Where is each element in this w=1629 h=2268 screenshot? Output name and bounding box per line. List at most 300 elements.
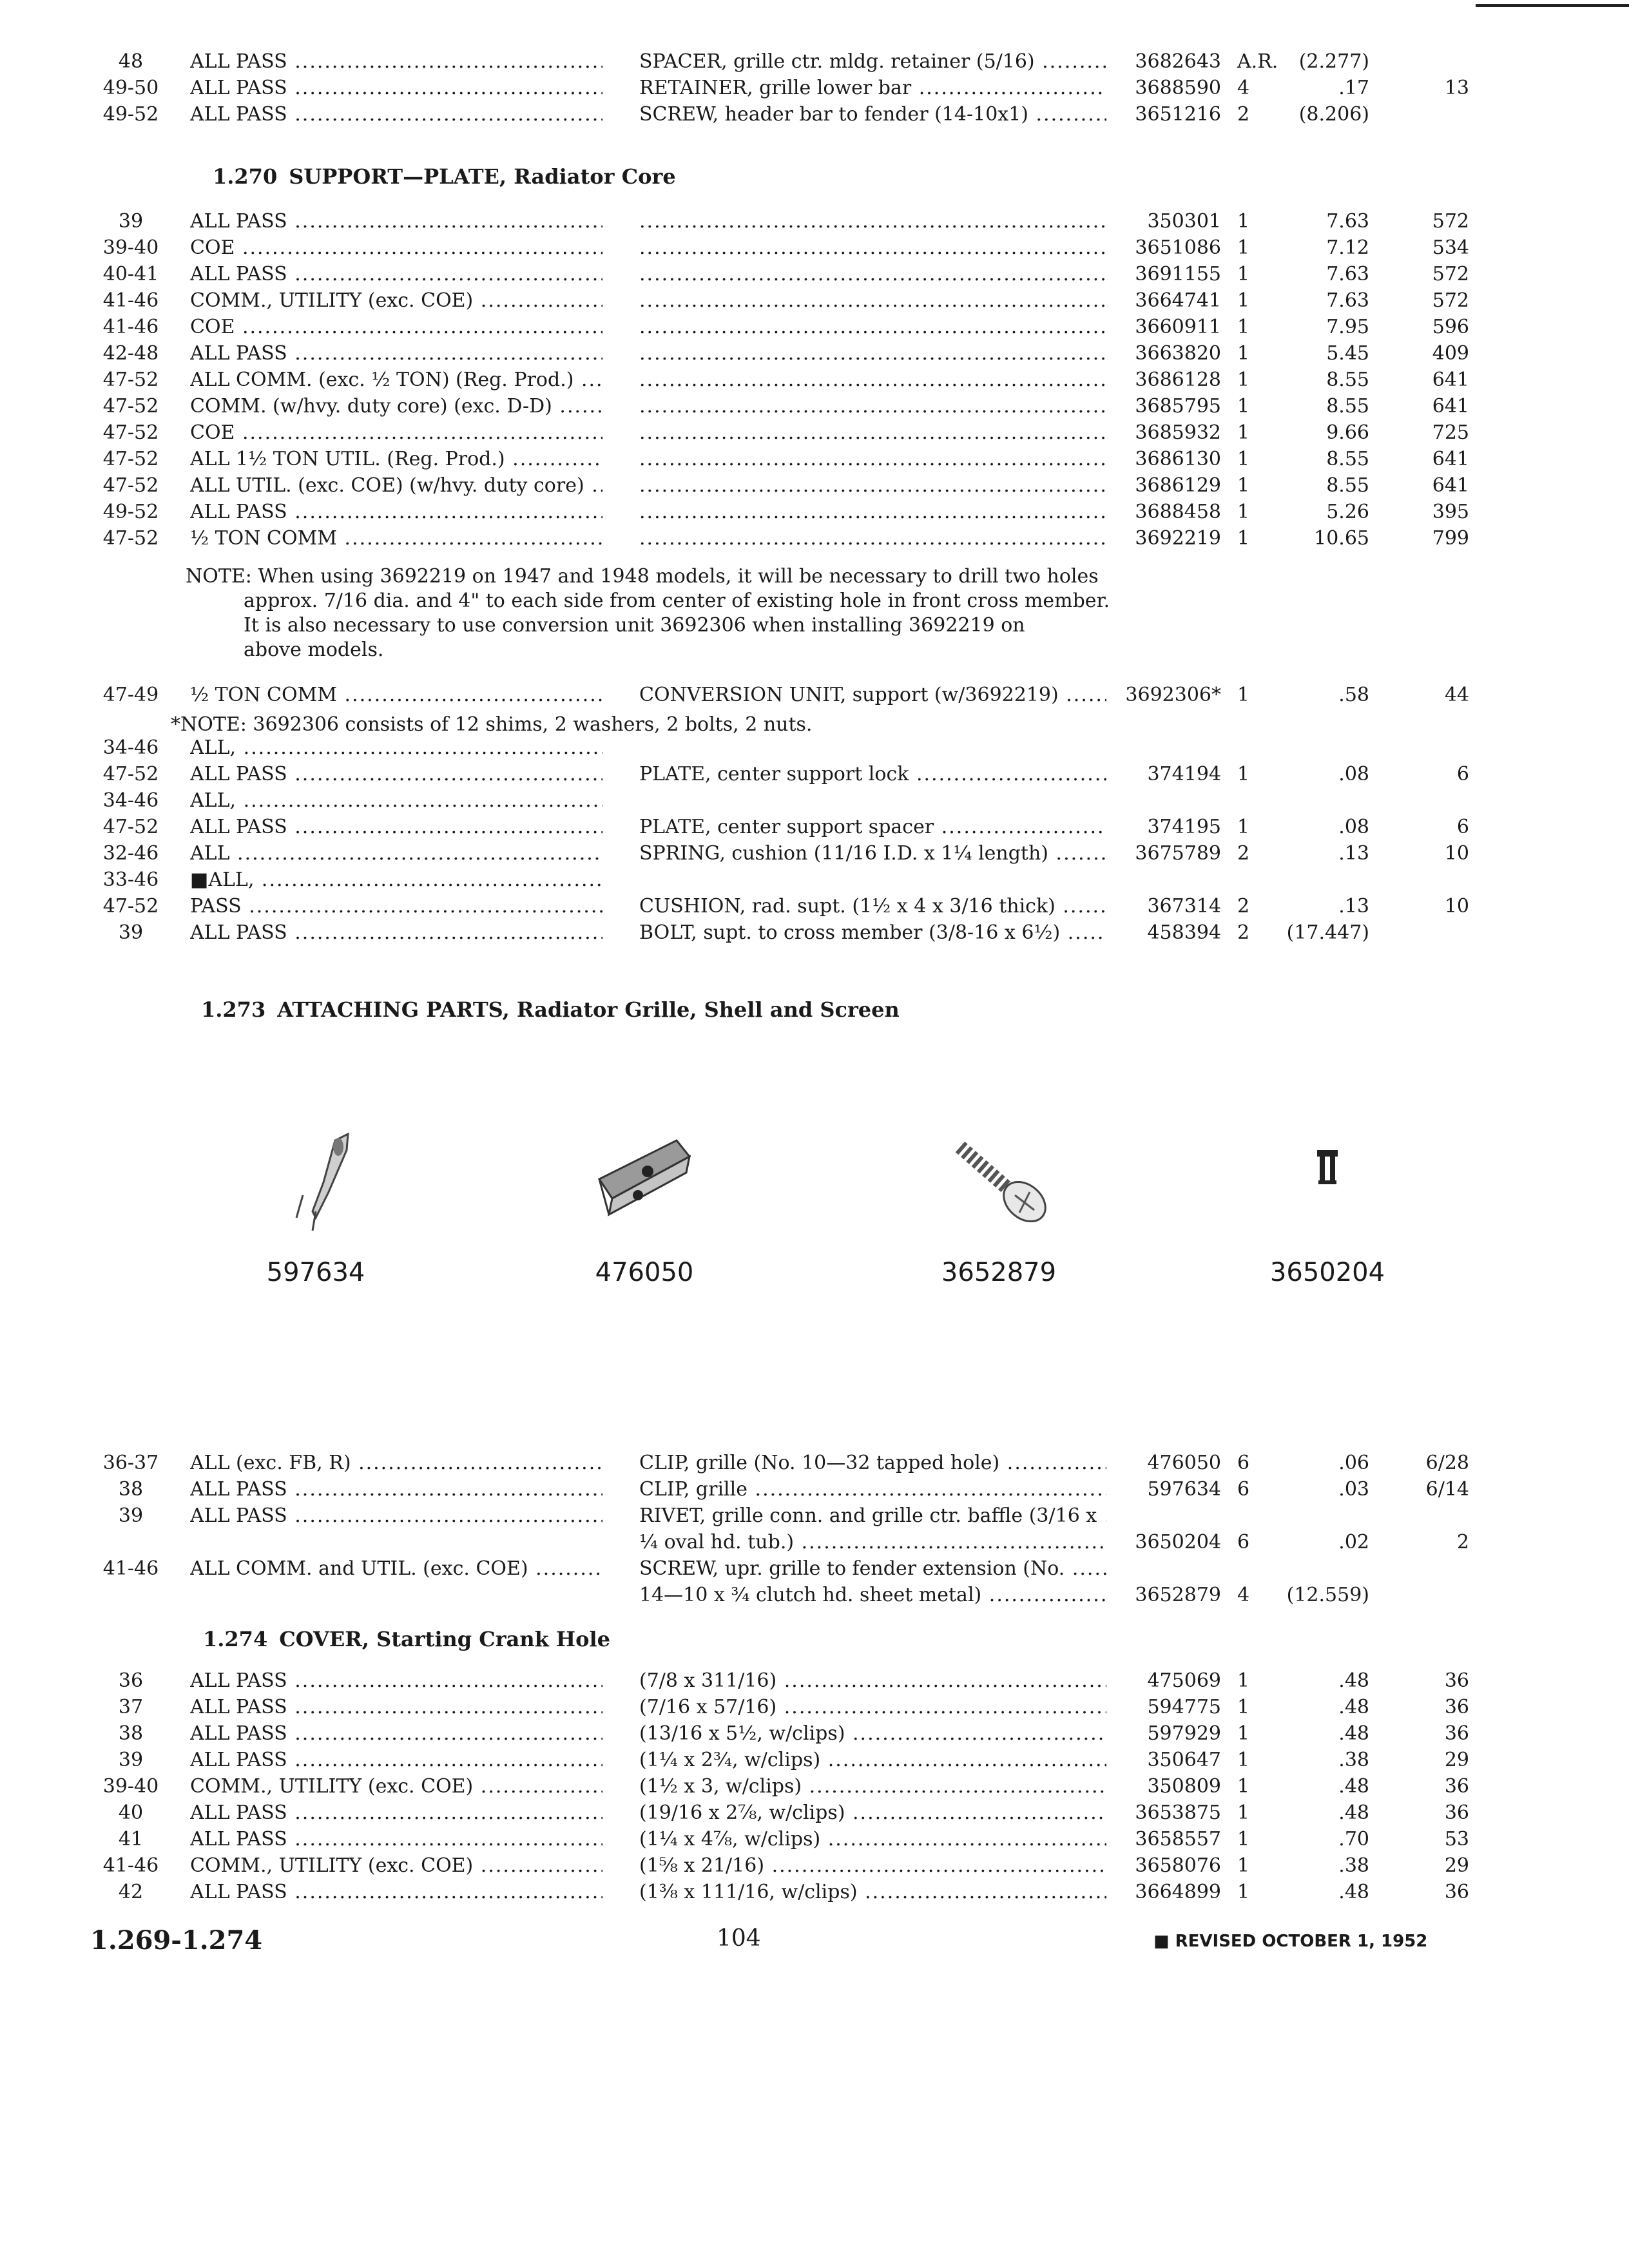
- reference: 6: [1456, 816, 1469, 838]
- dot-leader: [639, 419, 1106, 446]
- part-row: [0, 1503, 1629, 1529]
- dot-leader: [639, 261, 1106, 287]
- quantity: 1: [1237, 369, 1250, 391]
- quantity: 1: [1237, 448, 1250, 470]
- dot-leader: [639, 393, 1106, 419]
- year-range: 40: [118, 1802, 144, 1824]
- part-row: [0, 235, 1629, 261]
- part-description: (19/16 x 2⅞, w/clips) .....: [639, 1800, 1106, 1826]
- part-row: [0, 1800, 1629, 1826]
- model-applicability: COMM. (w/hvy. duty core) (exc. D-D) .....: [190, 393, 602, 419]
- price: (12.559): [1286, 1584, 1369, 1606]
- price: 5.26: [1326, 501, 1369, 523]
- part-row: [0, 1582, 1629, 1608]
- part-number: 3692219: [1135, 527, 1221, 550]
- part-number: 350809: [1147, 1775, 1221, 1798]
- rivet-3650204-icon: [1263, 1121, 1392, 1250]
- year-range: 49-50: [102, 77, 159, 99]
- part-number: 3651086: [1135, 236, 1221, 259]
- quantity: 1: [1237, 1828, 1250, 1850]
- year-range: 47-52: [102, 474, 159, 497]
- year-range: 36-37: [102, 1452, 159, 1474]
- dot-leader: [639, 235, 1106, 261]
- part-description: (1¼ x 2¾, w/clips) .....: [639, 1747, 1106, 1773]
- part-description: CONVERSION UNIT, support (w/3692219) .....: [639, 682, 1106, 708]
- part-row: [0, 287, 1629, 314]
- model-applicability: ½ TON COMM .....: [190, 525, 602, 552]
- section-title: COVER, Starting Crank Hole: [279, 1627, 611, 1651]
- year-range: 47-52: [102, 395, 159, 418]
- model-applicability: ALL PASS .....: [190, 48, 602, 75]
- part-row: [0, 735, 1629, 761]
- part-row: [0, 1879, 1629, 1905]
- part-description: PLATE, center support spacer .....: [639, 814, 1106, 840]
- model-applicability: ALL PASS .....: [190, 340, 602, 367]
- part-row: [0, 1476, 1629, 1503]
- note-line: *NOTE: 3692306 consists of 12 shims, 2 washers, 2 bolts, 2 nuts.: [171, 713, 813, 736]
- price: .58: [1338, 684, 1369, 706]
- price: 9.66: [1326, 421, 1369, 444]
- part-row: [0, 261, 1629, 287]
- part-row: [0, 446, 1629, 472]
- model-applicability: COMM., UTILITY (exc. COE) .....: [190, 1773, 602, 1800]
- quantity: 1: [1237, 1802, 1250, 1824]
- section-heading-1270: [213, 164, 676, 189]
- part-number: 3686130: [1135, 448, 1221, 470]
- quantity: 6: [1237, 1478, 1250, 1501]
- quantity: 1: [1237, 763, 1250, 785]
- model-applicability: ALL 1½ TON UTIL. (Reg. Prod.) .....: [190, 446, 602, 472]
- quantity: 1: [1237, 1722, 1250, 1745]
- quantity: 4: [1237, 1584, 1250, 1606]
- part-number: 3688590: [1135, 77, 1221, 99]
- part-description: PLATE, center support lock .....: [639, 761, 1106, 787]
- reference: 53: [1444, 1828, 1469, 1850]
- model-applicability: ALL PASS .....: [190, 761, 602, 787]
- price: 7.95: [1326, 316, 1369, 338]
- quantity: 1: [1237, 527, 1250, 550]
- price: 10.65: [1314, 527, 1369, 550]
- reference: 6/14: [1425, 1478, 1469, 1501]
- part-row: [0, 1667, 1629, 1694]
- model-applicability: ALL PASS .....: [190, 919, 602, 946]
- reference: 596: [1432, 316, 1469, 338]
- model-applicability: COMM., UTILITY (exc. COE) .....: [190, 1852, 602, 1879]
- reference: 29: [1444, 1749, 1469, 1771]
- dot-leader: [639, 340, 1106, 367]
- reference: 641: [1432, 369, 1469, 391]
- part-number: 350647: [1147, 1749, 1221, 1771]
- price: (17.447): [1286, 921, 1369, 944]
- model-applicability: COE .....: [190, 235, 602, 261]
- model-applicability: ALL PASS .....: [190, 261, 602, 287]
- part-row: [0, 761, 1629, 787]
- part-number: 3651216: [1135, 103, 1221, 126]
- part-description: ¼ oval hd. tub.) .....: [639, 1529, 1106, 1555]
- reference: 36: [1444, 1722, 1469, 1745]
- price: .70: [1338, 1828, 1369, 1850]
- reference: 10: [1444, 842, 1469, 865]
- part-description: CLIP, grille .....: [639, 1476, 1106, 1503]
- part-number: 3685795: [1135, 395, 1221, 418]
- quantity: 1: [1237, 263, 1250, 285]
- part-number: 458394: [1147, 921, 1221, 944]
- price: 7.63: [1326, 289, 1369, 312]
- price: .17: [1338, 77, 1369, 99]
- part-row: [0, 101, 1629, 128]
- part-row: [0, 840, 1629, 867]
- model-applicability: COE .....: [190, 419, 602, 446]
- part-number: 3688458: [1135, 501, 1221, 523]
- figure-caption: 597634: [266, 1258, 365, 1287]
- model-applicability: ALL PASS .....: [190, 499, 602, 525]
- quantity: 1: [1237, 236, 1250, 259]
- price: .02: [1338, 1531, 1369, 1553]
- price: .13: [1338, 842, 1369, 865]
- year-range: 34-46: [102, 736, 159, 759]
- year-range: 41: [118, 1828, 144, 1850]
- reference: 36: [1444, 1881, 1469, 1903]
- part-row: [0, 1555, 1629, 1582]
- model-applicability: ALL PASS .....: [190, 101, 602, 128]
- price: 7.63: [1326, 263, 1369, 285]
- part-description: SCREW, header bar to fender (14-10x1) .....: [639, 101, 1106, 128]
- year-range: 47-52: [102, 421, 159, 444]
- section-number: 1.274: [203, 1627, 268, 1651]
- year-range: 49-52: [102, 501, 159, 523]
- dot-leader: [639, 367, 1106, 393]
- model-applicability: ½ TON COMM .....: [190, 682, 602, 708]
- quantity: 1: [1237, 395, 1250, 418]
- model-applicability: ALL PASS .....: [190, 75, 602, 101]
- price: .48: [1338, 1775, 1369, 1798]
- part-number: 3650204: [1135, 1531, 1221, 1553]
- year-range: 41-46: [102, 1557, 159, 1580]
- quantity: 1: [1237, 1775, 1250, 1798]
- price: .03: [1338, 1478, 1369, 1501]
- price: .48: [1338, 1881, 1369, 1903]
- model-applicability: PASS .....: [190, 893, 602, 919]
- revision-date: ■ REVISED OCTOBER 1, 1952: [1153, 1932, 1428, 1951]
- quantity: 4: [1237, 77, 1250, 99]
- reference: 13: [1444, 77, 1469, 99]
- quantity: 6: [1237, 1531, 1250, 1553]
- part-number: 374194: [1147, 763, 1221, 785]
- price: .08: [1338, 763, 1369, 785]
- dot-leader: [639, 472, 1106, 499]
- note-line: NOTE: When using 3692219 on 1947 and 1948 models, it will be necessary to drill two holes: [186, 565, 1099, 588]
- part-number: 594775: [1147, 1696, 1221, 1718]
- quantity: 2: [1237, 842, 1250, 865]
- price: .48: [1338, 1669, 1369, 1692]
- quantity: 1: [1237, 1881, 1250, 1903]
- part-number: 3686129: [1135, 474, 1221, 497]
- part-number: 597929: [1147, 1722, 1221, 1745]
- note-line: approx. 7/16 dia. and 4" to each side from center of existing hole in front cross member.: [244, 590, 1110, 612]
- price: 8.55: [1326, 369, 1369, 391]
- quantity: 1: [1237, 1749, 1250, 1771]
- part-row: [0, 1694, 1629, 1720]
- note-line: It is also necessary to use conversion unit 3692306 when installing 3692219 on: [244, 614, 1025, 637]
- price: 8.55: [1326, 474, 1369, 497]
- part-description: SPACER, grille ctr. mldg. retainer (5/16) .....: [639, 48, 1106, 75]
- part-description: (7/8 x 311/16) .....: [639, 1667, 1106, 1694]
- year-range: 47-52: [102, 895, 159, 918]
- quantity: 2: [1237, 895, 1250, 918]
- quantity: 1: [1237, 1696, 1250, 1718]
- conversion-unit-row: [0, 682, 1629, 708]
- reference: 641: [1432, 448, 1469, 470]
- part-row: [0, 340, 1629, 367]
- reference: 36: [1444, 1802, 1469, 1824]
- reference: 2: [1456, 1531, 1469, 1553]
- year-range: 48: [118, 50, 144, 73]
- year-range: 47-52: [102, 816, 159, 838]
- year-range: 36: [118, 1669, 144, 1692]
- price: (8.206): [1298, 103, 1369, 126]
- year-range: 40-41: [102, 263, 159, 285]
- price: (2.277): [1298, 50, 1369, 73]
- price: .06: [1338, 1452, 1369, 1474]
- price: 8.55: [1326, 395, 1369, 418]
- figure-3650204: [1231, 1121, 1424, 1287]
- figure-597634: [232, 1121, 400, 1287]
- model-applicability: ALL PASS .....: [190, 1720, 602, 1747]
- part-row: [0, 1747, 1629, 1773]
- part-description: 14—10 x ¾ clutch hd. sheet metal) .....: [639, 1582, 1106, 1608]
- part-number: 597634: [1147, 1478, 1221, 1501]
- part-row: [0, 682, 1629, 708]
- part-row: [0, 393, 1629, 419]
- part-row: [0, 75, 1629, 101]
- year-range: 39-40: [102, 236, 159, 259]
- part-description: SPRING, cushion (11/16 I.D. x 1¼ length) .....: [639, 840, 1106, 867]
- page-footer: [0, 1925, 1629, 1964]
- part-row: [0, 787, 1629, 814]
- year-range: 41-46: [102, 316, 159, 338]
- year-range: 41-46: [102, 1854, 159, 1877]
- reference: 36: [1444, 1696, 1469, 1718]
- year-range: 39: [118, 1749, 144, 1771]
- part-description: RIVET, grille conn. and grille ctr. baffle (3/16 x .....: [639, 1503, 1106, 1529]
- section-heading-1274: [203, 1627, 610, 1651]
- conversion-note: [171, 713, 812, 737]
- part-row: [0, 1720, 1629, 1747]
- quantity: 2: [1237, 103, 1250, 126]
- part-row: [0, 814, 1629, 840]
- part-row: [0, 1450, 1629, 1476]
- part-number: 374195: [1147, 816, 1221, 838]
- note-line: above models.: [244, 639, 384, 661]
- reference: 725: [1432, 421, 1469, 444]
- crank-hole-cover-list: [0, 1667, 1629, 1905]
- quantity: 1: [1237, 316, 1250, 338]
- part-number: 350301: [1147, 210, 1221, 233]
- reference: 395: [1432, 501, 1469, 523]
- year-range: 39-40: [102, 1775, 159, 1798]
- dot-leader: [639, 499, 1106, 525]
- part-row: [0, 367, 1629, 393]
- price: .48: [1338, 1802, 1369, 1824]
- part-description: (1⅝ x 21/16) .....: [639, 1852, 1106, 1879]
- model-applicability: ALL PASS .....: [190, 1747, 602, 1773]
- part-description: SCREW, upr. grille to fender extension (No. .....: [639, 1555, 1106, 1582]
- part-row: [0, 48, 1629, 75]
- year-range: 49-52: [102, 103, 159, 126]
- price: 5.45: [1326, 342, 1369, 365]
- quantity: 1: [1237, 816, 1250, 838]
- clip-597634-icon: [251, 1121, 380, 1250]
- support-plate-list: [0, 208, 1629, 552]
- part-number: 3675789: [1135, 842, 1221, 865]
- price: 7.63: [1326, 210, 1369, 233]
- price: .13: [1338, 895, 1369, 918]
- quantity: 1: [1237, 501, 1250, 523]
- reference: 799: [1432, 527, 1469, 550]
- year-range: 47-52: [102, 763, 159, 785]
- quantity: 1: [1237, 684, 1250, 706]
- section-heading-1273: [201, 997, 900, 1022]
- part-number: 3658076: [1135, 1854, 1221, 1877]
- figure-3652879: [902, 1121, 1095, 1287]
- part-number: 3685932: [1135, 421, 1221, 444]
- attaching-parts-list: [0, 1450, 1629, 1608]
- part-number: 3652879: [1135, 1584, 1221, 1606]
- part-number: 475069: [1147, 1669, 1221, 1692]
- figure-caption: 476050: [595, 1258, 694, 1287]
- quantity: 1: [1237, 1854, 1250, 1877]
- year-range: 32-46: [102, 842, 159, 865]
- price: .08: [1338, 816, 1369, 838]
- part-row: [0, 1529, 1629, 1555]
- model-applicability: ALL COMM. (exc. ½ TON) (Reg. Prod.) .....: [190, 367, 602, 393]
- dot-leader: [639, 446, 1106, 472]
- part-number: 3686128: [1135, 369, 1221, 391]
- plate-parts-list: [0, 735, 1629, 946]
- section-number: 1.273: [201, 997, 266, 1022]
- year-range: 34-46: [102, 789, 159, 812]
- part-description: CLIP, grille (No. 10—32 tapped hole) .....: [639, 1450, 1106, 1476]
- part-description: (1½ x 3, w/clips) .....: [639, 1773, 1106, 1800]
- part-description: BOLT, supt. to cross member (3/8-16 x 6½) .....: [639, 919, 1106, 946]
- figure-caption: 3650204: [1269, 1258, 1385, 1287]
- model-applicability: ALL COMM. and UTIL. (exc. COE) .....: [190, 1555, 602, 1582]
- year-range: 42: [118, 1881, 144, 1903]
- reference: 36: [1444, 1775, 1469, 1798]
- section-range: 1.269-1.274: [90, 1925, 263, 1956]
- quantity: 6: [1237, 1452, 1250, 1474]
- section-title: SUPPORT—PLATE, Radiator Core: [289, 164, 676, 189]
- year-range: 47-52: [102, 527, 159, 550]
- reference: 572: [1432, 210, 1469, 233]
- part-number: 3692306*: [1125, 684, 1221, 706]
- parts-illustrations: [0, 1121, 1629, 1334]
- part-number: 3653875: [1135, 1802, 1221, 1824]
- part-row: [0, 314, 1629, 340]
- reference: 572: [1432, 263, 1469, 285]
- part-number: 3664899: [1135, 1881, 1221, 1903]
- part-number: 3691155: [1135, 263, 1221, 285]
- screw-3652879-icon: [928, 1121, 1070, 1250]
- reference: 10: [1444, 895, 1469, 918]
- quantity: 1: [1237, 289, 1250, 312]
- part-row: [0, 867, 1629, 893]
- year-range: 37: [118, 1696, 144, 1718]
- part-number: 367314: [1147, 895, 1221, 918]
- model-applicability: COE .....: [190, 314, 602, 340]
- part-description: CUSHION, rad. supt. (1½ x 4 x 3/16 thick) .....: [639, 893, 1106, 919]
- model-applicability: ALL PASS .....: [190, 1503, 602, 1529]
- part-number: 3660911: [1135, 316, 1221, 338]
- drilling-note: [186, 564, 1110, 662]
- reference: 6: [1456, 763, 1469, 785]
- model-applicability: ALL PASS .....: [190, 1667, 602, 1694]
- model-applicability: ALL PASS .....: [190, 1879, 602, 1905]
- reference: 44: [1444, 684, 1469, 706]
- quantity: 1: [1237, 474, 1250, 497]
- part-row: [0, 208, 1629, 235]
- model-applicability: ALL PASS .....: [190, 208, 602, 235]
- year-range: 42-48: [102, 342, 159, 365]
- part-row: [0, 472, 1629, 499]
- model-applicability: COMM., UTILITY (exc. COE) .....: [190, 287, 602, 314]
- reference: 534: [1432, 236, 1469, 259]
- year-range: 38: [118, 1722, 144, 1745]
- year-range: 47-49: [102, 684, 159, 706]
- model-applicability: ALL .....: [190, 840, 602, 867]
- reference: 641: [1432, 395, 1469, 418]
- quantity: A.R.: [1237, 50, 1278, 73]
- model-applicability: ALL PASS .....: [190, 814, 602, 840]
- page-number: 104: [717, 1925, 761, 1952]
- quantity: 1: [1237, 1669, 1250, 1692]
- quantity: 1: [1237, 421, 1250, 444]
- top-parts-list: [0, 48, 1629, 128]
- model-applicability: ALL PASS .....: [190, 1476, 602, 1503]
- clip-476050-icon: [574, 1121, 715, 1250]
- part-number: 3663820: [1135, 342, 1221, 365]
- part-number: 476050: [1147, 1452, 1221, 1474]
- model-applicability: ALL PASS .....: [190, 1826, 602, 1852]
- part-row: [0, 1852, 1629, 1879]
- year-range: 47-52: [102, 448, 159, 470]
- figure-caption: 3652879: [941, 1258, 1057, 1287]
- part-row: [0, 1773, 1629, 1800]
- part-number: 3682643: [1135, 50, 1221, 73]
- model-applicability: ALL, .....: [190, 735, 602, 761]
- price: .38: [1338, 1749, 1369, 1771]
- part-description: (1¼ x 4⅞, w/clips) .....: [639, 1826, 1106, 1852]
- model-applicability: ALL PASS .....: [190, 1694, 602, 1720]
- model-applicability: ALL PASS .....: [190, 1800, 602, 1826]
- price: .48: [1338, 1722, 1369, 1745]
- figure-476050: [561, 1121, 728, 1287]
- year-range: 39: [118, 1504, 144, 1527]
- part-number: 3658557: [1135, 1828, 1221, 1850]
- quantity: 1: [1237, 210, 1250, 233]
- quantity: 1: [1237, 342, 1250, 365]
- reference: 36: [1444, 1669, 1469, 1692]
- dot-leader: [639, 314, 1106, 340]
- top-rule: [1476, 4, 1629, 7]
- price: .38: [1338, 1854, 1369, 1877]
- reference: 29: [1444, 1854, 1469, 1877]
- year-range: 39: [118, 921, 144, 944]
- quantity: 2: [1237, 921, 1250, 944]
- reference: 409: [1432, 342, 1469, 365]
- year-range: 41-46: [102, 289, 159, 312]
- part-row: [0, 919, 1629, 946]
